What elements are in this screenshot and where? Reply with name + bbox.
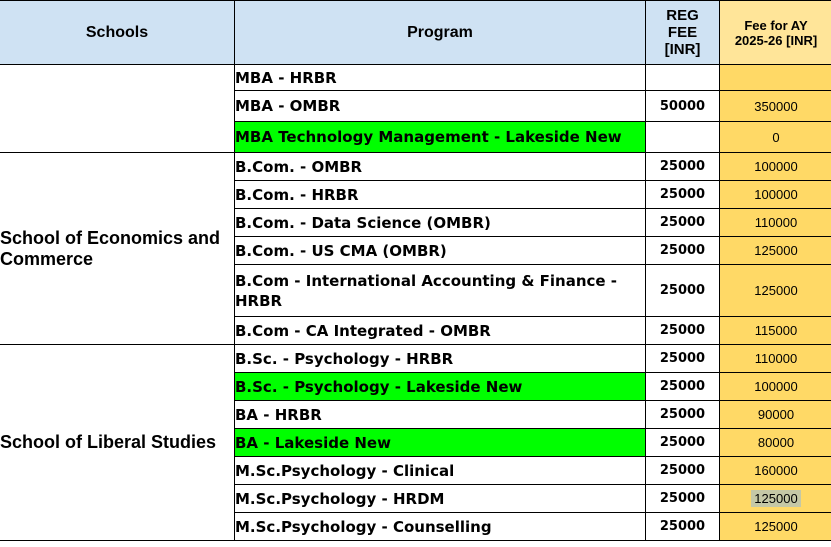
- program-name: B.Sc. - Psychology - Lakeside New: [235, 373, 646, 401]
- header-fee-ay: [720, 1, 831, 65]
- program-name: BA - HRBR: [235, 401, 646, 429]
- header-reg-fee: [646, 1, 720, 65]
- school-name: School of Economics and Commerce: [0, 153, 235, 345]
- fee-value: 100000: [754, 187, 798, 202]
- header-reg-fee-line: [INR]: [664, 41, 701, 58]
- program-name: M.Sc.Psychology - Clinical: [235, 457, 646, 485]
- program-name: B.Com. - Data Science (OMBR): [235, 209, 646, 237]
- fee-value-cell: [720, 373, 831, 401]
- reg-fee-value: 25000: [646, 429, 720, 457]
- table-body: [0, 65, 831, 541]
- fee-value: 100000: [754, 159, 798, 174]
- reg-fee-value: [646, 122, 720, 153]
- table-row: [0, 345, 831, 373]
- reg-fee-value: 25000: [646, 237, 720, 265]
- fee-value: 80000: [757, 435, 795, 450]
- header-schools: Schools: [0, 1, 235, 65]
- reg-fee-value: 25000: [646, 153, 720, 181]
- fee-value: 90000: [757, 407, 795, 422]
- reg-fee-value: 50000: [646, 91, 720, 122]
- program-name: MBA - HRBR: [235, 65, 646, 91]
- fee-value: 110000: [754, 215, 798, 230]
- reg-fee-value: 25000: [646, 485, 720, 513]
- reg-fee-value: [646, 65, 720, 91]
- reg-fee-value: 25000: [646, 209, 720, 237]
- header-reg-fee-line: FEE: [667, 24, 698, 41]
- reg-fee-value: 25000: [646, 401, 720, 429]
- reg-fee-value: 25000: [646, 513, 720, 541]
- program-name: B.Com. - OMBR: [235, 153, 646, 181]
- program-name: MBA - OMBR: [235, 91, 646, 122]
- fee-value-cell: [720, 485, 831, 513]
- header-reg-fee-line: REG: [666, 7, 699, 24]
- program-name: MBA Technology Management - Lakeside New: [235, 122, 646, 153]
- fee-value: 125000: [754, 519, 798, 534]
- program-name: M.Sc.Psychology - Counselling: [235, 513, 646, 541]
- header-fee-ay-line: Fee for AY: [744, 17, 808, 33]
- program-name: BA - Lakeside New: [235, 429, 646, 457]
- fee-value: 110000: [754, 351, 798, 366]
- program-name: B.Com. - US CMA (OMBR): [235, 237, 646, 265]
- program-name: B.Com. - HRBR: [235, 181, 646, 209]
- reg-fee-value: 25000: [646, 317, 720, 345]
- fee-value-cell: [720, 513, 831, 541]
- fee-value: 125000: [751, 490, 800, 507]
- reg-fee-value: 25000: [646, 181, 720, 209]
- fee-value: 125000: [754, 243, 798, 258]
- header-program: Program: [235, 1, 646, 65]
- program-name: B.Com - International Accounting & Finance - HRBR: [235, 265, 646, 317]
- school-name: School of Liberal Studies: [0, 345, 235, 541]
- fee-value-cell: [720, 429, 831, 457]
- table-row: [0, 65, 831, 91]
- header-row: [0, 1, 831, 65]
- program-name: B.Sc. - Psychology - HRBR: [235, 345, 646, 373]
- fee-value-cell: [720, 209, 831, 237]
- school-name: [0, 65, 235, 153]
- reg-fee-value: 25000: [646, 457, 720, 485]
- reg-fee-value: 25000: [646, 345, 720, 373]
- fee-value: 100000: [754, 379, 798, 394]
- fee-value: 115000: [754, 323, 798, 338]
- fee-value-cell: [720, 65, 831, 91]
- fee-value: 0: [772, 129, 780, 145]
- fee-value-cell: [720, 265, 831, 317]
- program-name: M.Sc.Psychology - HRDM: [235, 485, 646, 513]
- fee-value-cell: [720, 401, 831, 429]
- fee-value-cell: [720, 345, 831, 373]
- fee-value-cell: [720, 181, 831, 209]
- reg-fee-value: 25000: [646, 373, 720, 401]
- fee-value: 125000: [754, 283, 798, 298]
- fee-value-cell: [720, 122, 831, 153]
- fee-value-cell: [720, 91, 831, 122]
- reg-fee-value: 25000: [646, 265, 720, 317]
- fee-value-cell: [720, 457, 831, 485]
- header-fee-ay-line: 2025-26 [INR]: [734, 32, 818, 48]
- fee-value-cell: [720, 153, 831, 181]
- table-row: [0, 153, 831, 181]
- fee-value-cell: [720, 237, 831, 265]
- fee-value-cell: [720, 317, 831, 345]
- fee-value: 350000: [754, 98, 798, 114]
- fee-value: 160000: [754, 463, 798, 478]
- program-name: B.Com - CA Integrated - OMBR: [235, 317, 646, 345]
